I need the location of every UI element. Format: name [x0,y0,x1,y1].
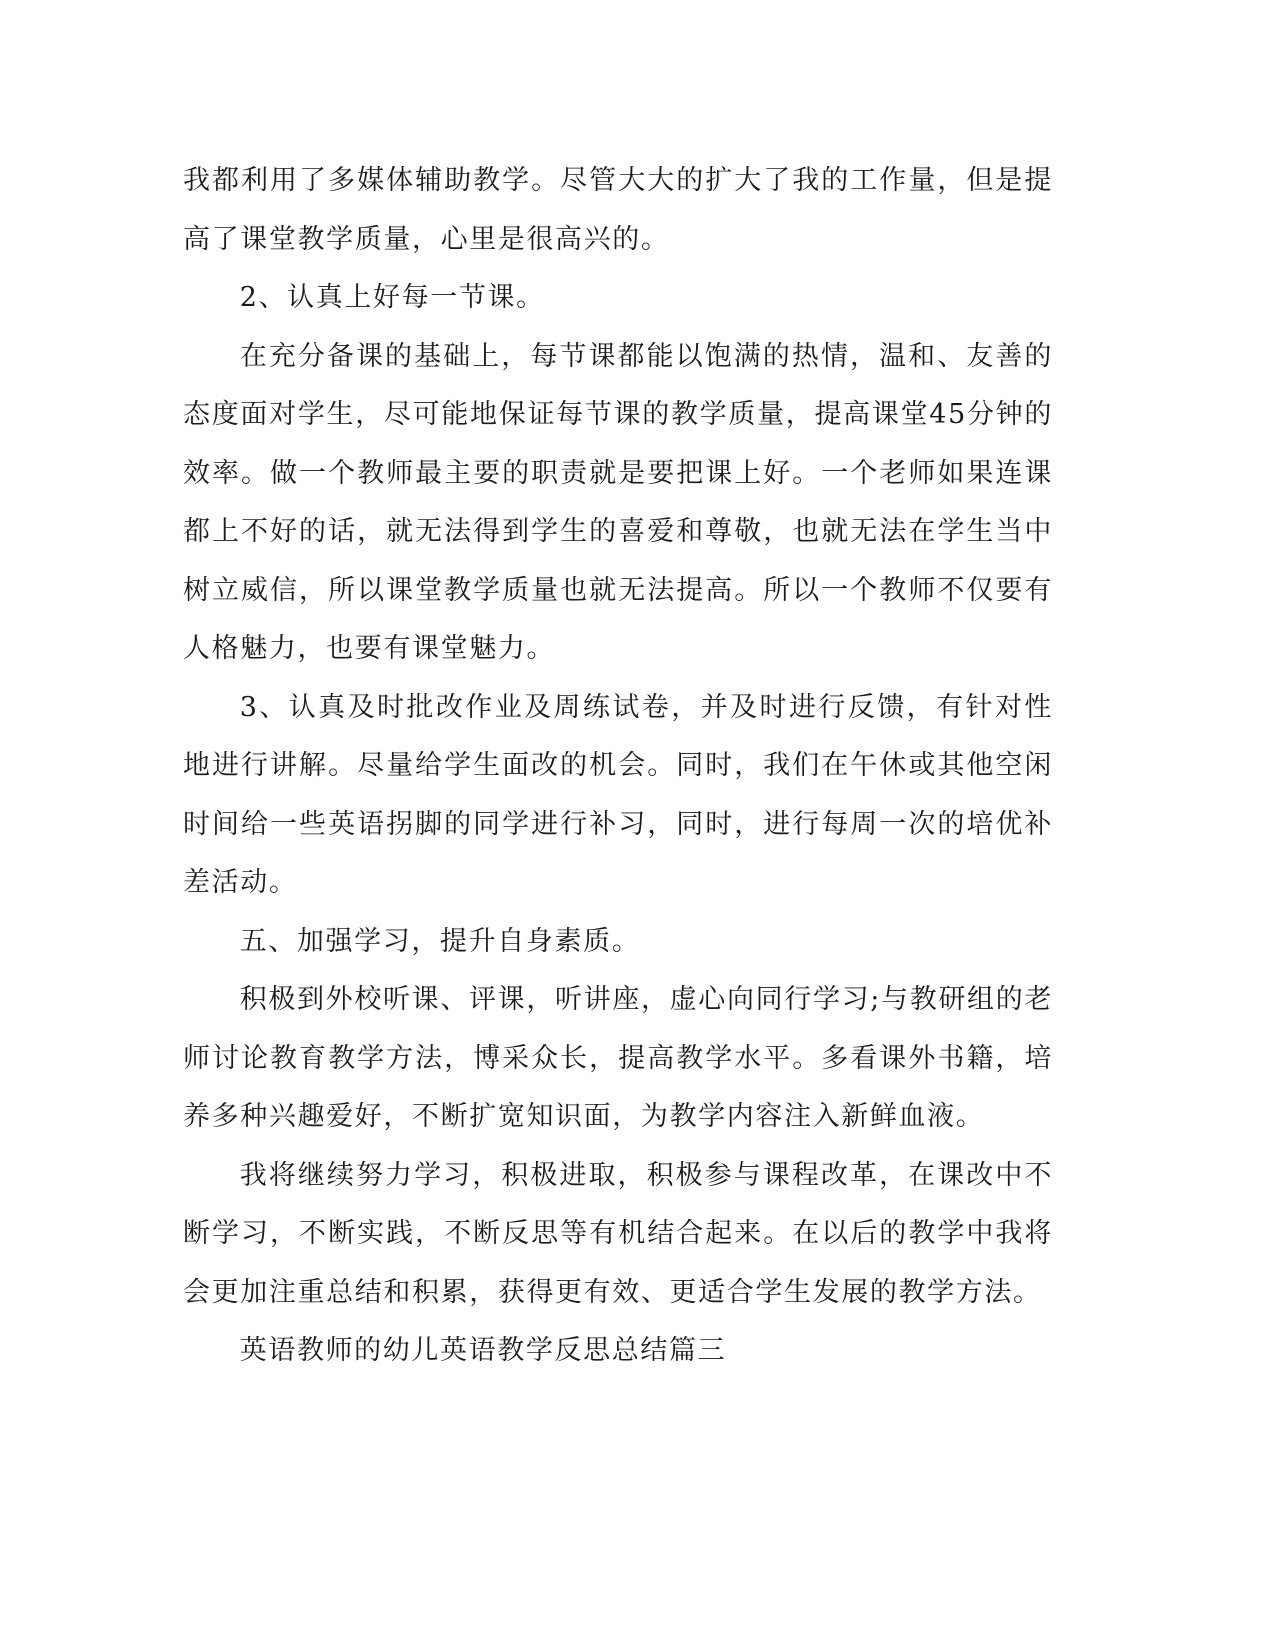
section-heading-five: 五、加强学习，提升自身素质。 [239,925,641,957]
article-title-part-three: 英语教师的幼儿英语教学反思总结篇三 [239,1335,727,1366]
paragraph-conclusion: 我将继续努力学习，积极进取，积极参与课程改革，在课改中不断学习，不断实践，不断反思等有机结合起来。在以后的教学中我将会更加注重总结和积累，获得更有效、更适合学生发展的教学方法。 [183,1159,1053,1308]
paragraph-item-3-homework: 3、认真及时批改作业及周练试卷，并及时进行反馈，有针对性地进行讲解。尽量给学生面改的机会。同时，我们在午休或其他空闲时间给一些英语拐脚的同学进行补习，同时，进行每周一次的培优补差活动。 [183,691,1053,898]
paragraph-class-teaching: 在充分备课的基础上，每节课都能以饱满的热情，温和、友善的态度面对学生，尽可能地保证每节课的教学质量，提高课堂45分钟的效率。做一个教师最主要的职责就是要把课上好。一个老师如果连课都上不好的话，就无法得到学生的喜爱和尊敬，也就无法在学生当中树立威信，所以课堂教学质量也就无法提高。所以一个教师不仅要有人格魅力，也要有课堂魅力。 [183,340,1053,664]
paragraph-continuation: 我都利用了多媒体辅助教学。尽管大大的扩大了我的工作量，但是提高了课堂教学质量，心里是很高兴的。 [183,165,1053,255]
subheading-item-2: 2、认真上好每一节课。 [239,282,545,313]
paragraph-learning: 积极到外校听课、评课，听讲座，虚心向同行学习;与教研组的老师讨论教育教学方法，博采众长，提高教学水平。多看课外书籍，培养多种兴趣爱好，不断扩宽知识面，为教学内容注入新鲜血液。 [183,984,1053,1132]
document-body [183,152,1053,1381]
